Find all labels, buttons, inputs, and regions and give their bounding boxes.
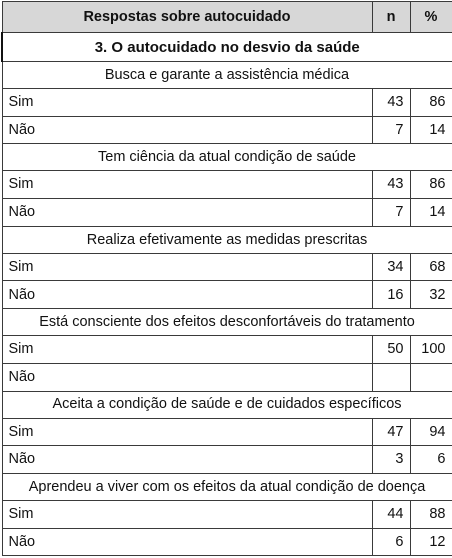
answer-percent: 88	[410, 500, 452, 528]
question-row	[2, 62, 452, 89]
answer-percent	[410, 363, 452, 391]
selfcare-responses-table	[1, 1, 452, 556]
answer-label: Sim	[2, 500, 372, 528]
answer-label: Sim	[2, 336, 372, 364]
question-text: Tem ciência da atual condição de saúde	[2, 144, 452, 171]
answer-count: 50	[372, 336, 410, 364]
question-text: Aprendeu a viver com os efeitos da atual condição de doença	[2, 473, 452, 500]
answer-label: Não	[2, 281, 372, 309]
answer-percent: 14	[410, 116, 452, 144]
answer-label: Não	[2, 528, 372, 556]
answer-percent: 86	[410, 171, 452, 199]
table-row	[2, 281, 452, 309]
answer-percent: 100	[410, 336, 452, 364]
answer-count: 34	[372, 253, 410, 281]
answer-percent: 6	[410, 446, 452, 474]
answer-label: Não	[2, 116, 372, 144]
question-text: Está consciente dos efeitos desconfortáveis do tratamento	[2, 309, 452, 336]
table-row	[2, 336, 452, 364]
answer-percent: 12	[410, 528, 452, 556]
table-row	[2, 89, 452, 117]
table-header-row	[2, 2, 452, 33]
table-row	[2, 253, 452, 281]
answer-count: 7	[372, 199, 410, 227]
table-row	[2, 500, 452, 528]
table-row	[2, 199, 452, 227]
answer-label: Sim	[2, 89, 372, 117]
table-body	[2, 33, 452, 556]
table-row	[2, 418, 452, 446]
answer-label: Sim	[2, 418, 372, 446]
answer-label: Sim	[2, 253, 372, 281]
answer-count: 6	[372, 528, 410, 556]
answer-count: 43	[372, 89, 410, 117]
question-text: Busca e garante a assistência médica	[2, 62, 452, 89]
question-row	[2, 391, 452, 418]
answer-percent: 68	[410, 253, 452, 281]
table-row	[2, 116, 452, 144]
answer-percent: 32	[410, 281, 452, 309]
question-row	[2, 309, 452, 336]
table-row	[2, 171, 452, 199]
answer-count: 16	[372, 281, 410, 309]
answer-label: Não	[2, 446, 372, 474]
answer-count	[372, 363, 410, 391]
question-row	[2, 144, 452, 171]
question-row	[2, 473, 452, 500]
answer-label: Não	[2, 199, 372, 227]
question-row	[2, 226, 452, 253]
answer-count: 47	[372, 418, 410, 446]
answer-count: 44	[372, 500, 410, 528]
answer-label: Não	[2, 363, 372, 391]
header-n-column: n	[372, 2, 410, 33]
section-title: 3. O autocuidado no desvio da saúde	[2, 33, 452, 62]
answer-percent: 14	[410, 199, 452, 227]
answer-percent: 94	[410, 418, 452, 446]
answer-percent: 86	[410, 89, 452, 117]
header-label-column: Respostas sobre autocuidado	[2, 2, 372, 33]
answer-count: 7	[372, 116, 410, 144]
section-row	[2, 33, 452, 62]
answer-count: 43	[372, 171, 410, 199]
table-row	[2, 528, 452, 556]
header-percent-column: %	[410, 2, 452, 33]
question-text: Realiza efetivamente as medidas prescritas	[2, 226, 452, 253]
answer-label: Sim	[2, 171, 372, 199]
question-text: Aceita a condição de saúde e de cuidados específicos	[2, 391, 452, 418]
table-row	[2, 363, 452, 391]
answer-count: 3	[372, 446, 410, 474]
table-row	[2, 446, 452, 474]
